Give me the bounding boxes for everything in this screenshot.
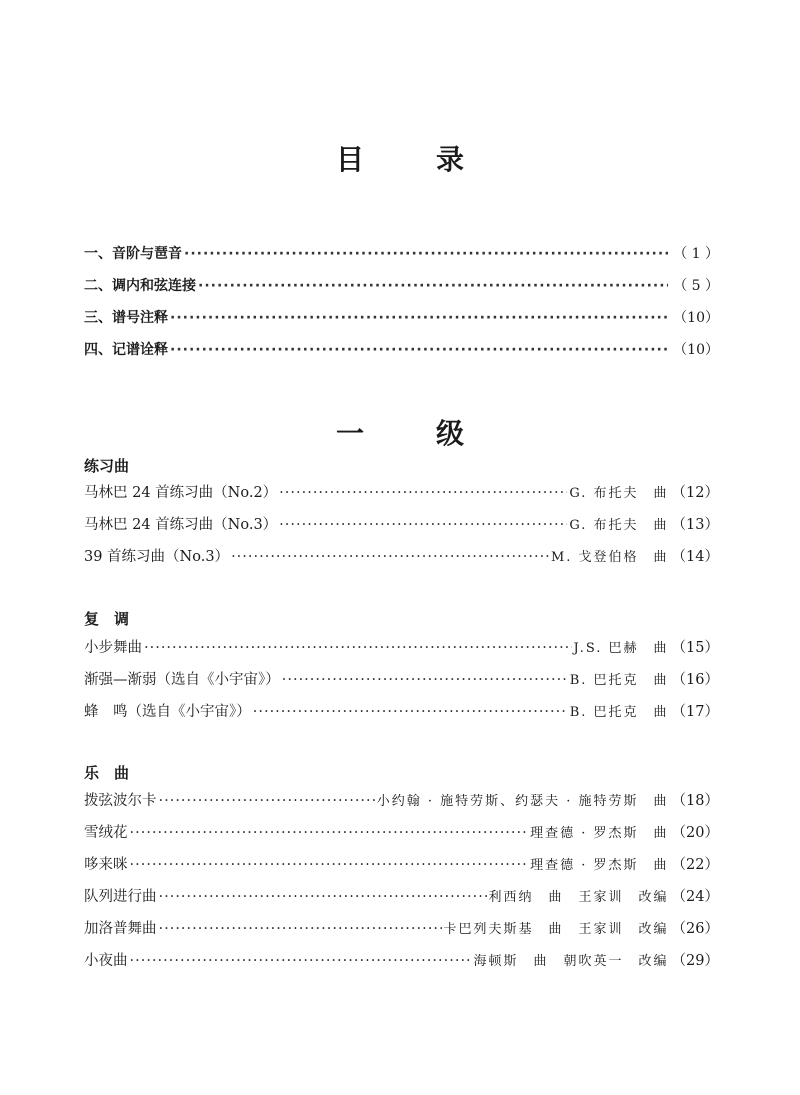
entry-title: 马林巴 24 首练习曲（No.2）: [84, 485, 278, 501]
toc-entry[interactable]: [84, 849, 719, 881]
toc-entry[interactable]: [84, 817, 719, 849]
section-list: [84, 477, 719, 573]
entry-page: （ 1 ）: [673, 246, 719, 262]
section-heading: 练习曲: [84, 457, 130, 475]
leader-dots: [144, 632, 572, 664]
entry-page: （24）: [671, 889, 719, 905]
toc-entry[interactable]: [84, 664, 719, 696]
toc-entry[interactable]: [84, 945, 719, 977]
entry-title: 雪绒花: [84, 825, 128, 841]
page-title: 目 录: [335, 143, 486, 176]
entry-page: （13）: [671, 517, 719, 533]
toc-entry[interactable]: [84, 913, 719, 945]
leader-dots: [198, 270, 668, 302]
entry-credit: 卡巴列夫斯基 曲 王家训 改编: [443, 922, 669, 937]
section-list: [84, 632, 719, 728]
entry-credit: 小约翰 · 施特劳斯、约瑟夫 · 施特劳斯 曲: [376, 794, 669, 809]
entry-title: 39 首练习曲（No.3）: [84, 549, 230, 565]
toc-entry[interactable]: [84, 238, 719, 270]
toc-entry[interactable]: [84, 302, 719, 334]
entry-credit: B. 巴托克 曲: [569, 705, 669, 720]
leader-dots: [279, 477, 567, 509]
entry-page: （10）: [673, 342, 719, 358]
entry-title: 一、音阶与琶音: [84, 246, 182, 262]
entry-page: （12）: [671, 485, 719, 501]
leader-dots: [282, 664, 568, 696]
leader-dots: [159, 785, 375, 817]
section-list: [84, 785, 719, 977]
leader-dots: [159, 913, 442, 945]
toc-entry[interactable]: [84, 270, 719, 302]
entry-credit: J.S. 巴赫 曲: [573, 641, 669, 656]
level-title: 一 级: [335, 417, 486, 450]
entry-credit: G. 布托夫 曲: [569, 518, 669, 533]
toc-entry[interactable]: [84, 541, 719, 573]
entry-title: 小步舞曲: [84, 640, 142, 656]
entry-title: 队列进行曲: [84, 889, 157, 905]
intro-toc: [84, 238, 719, 366]
toc-entry[interactable]: [84, 785, 719, 817]
leader-dots: [231, 541, 549, 573]
toc-entry[interactable]: [84, 334, 719, 366]
entry-page: （22）: [671, 857, 719, 873]
section-heading: 复 调: [84, 610, 130, 628]
entry-credit: M. 戈登伯格 曲: [550, 550, 669, 565]
toc-entry[interactable]: [84, 632, 719, 664]
toc-entry[interactable]: [84, 477, 719, 509]
entry-page: （16）: [671, 672, 719, 688]
entry-page: （ 5 ）: [673, 278, 719, 294]
entry-title: 二、调内和弦连接: [84, 278, 196, 294]
entry-title: 加洛普舞曲: [84, 921, 157, 937]
entry-title: 拨弦波尔卡: [84, 793, 157, 809]
entry-title: 蜂 鸣（选自《小宇宙》）: [84, 704, 251, 720]
entry-credit: 利西纳 曲 王家训 改编: [488, 890, 669, 905]
toc-entry[interactable]: [84, 509, 719, 541]
entry-page: （17）: [671, 704, 719, 720]
entry-page: （26）: [671, 921, 719, 937]
toc-entry[interactable]: [84, 696, 719, 728]
entry-page: （29）: [671, 953, 719, 969]
section-heading: 乐 曲: [84, 764, 130, 782]
entry-page: （10）: [673, 310, 719, 326]
entry-page: （20）: [671, 825, 719, 841]
leader-dots: [159, 881, 487, 913]
leader-dots: [279, 509, 567, 541]
leader-dots: [170, 302, 668, 334]
entry-title: 渐强—渐弱（选自《小宇宙》）: [84, 672, 280, 688]
entry-title: 小夜曲: [84, 953, 128, 969]
leader-dots: [130, 849, 529, 881]
leader-dots: [253, 696, 568, 728]
leader-dots: [184, 238, 668, 270]
toc-entry[interactable]: [84, 881, 719, 913]
entry-page: （15）: [671, 640, 719, 656]
entry-credit: G. 布托夫 曲: [569, 486, 669, 501]
entry-credit: 海顿斯 曲 朝吹英一 改编: [473, 954, 669, 969]
entry-page: （18）: [671, 793, 719, 809]
entry-title: 哆来咪: [84, 857, 128, 873]
entry-credit: 理查德 · 罗杰斯 曲: [530, 858, 669, 873]
leader-dots: [130, 817, 529, 849]
entry-title: 马林巴 24 首练习曲（No.3）: [84, 517, 278, 533]
entry-title: 三、谱号注释: [84, 310, 168, 326]
entry-title: 四、记谱诠释: [84, 342, 168, 358]
leader-dots: [170, 334, 668, 366]
leader-dots: [130, 945, 472, 977]
entry-credit: 理查德 · 罗杰斯 曲: [530, 826, 669, 841]
entry-credit: B. 巴托克 曲: [569, 673, 669, 688]
entry-page: （14）: [671, 549, 719, 565]
